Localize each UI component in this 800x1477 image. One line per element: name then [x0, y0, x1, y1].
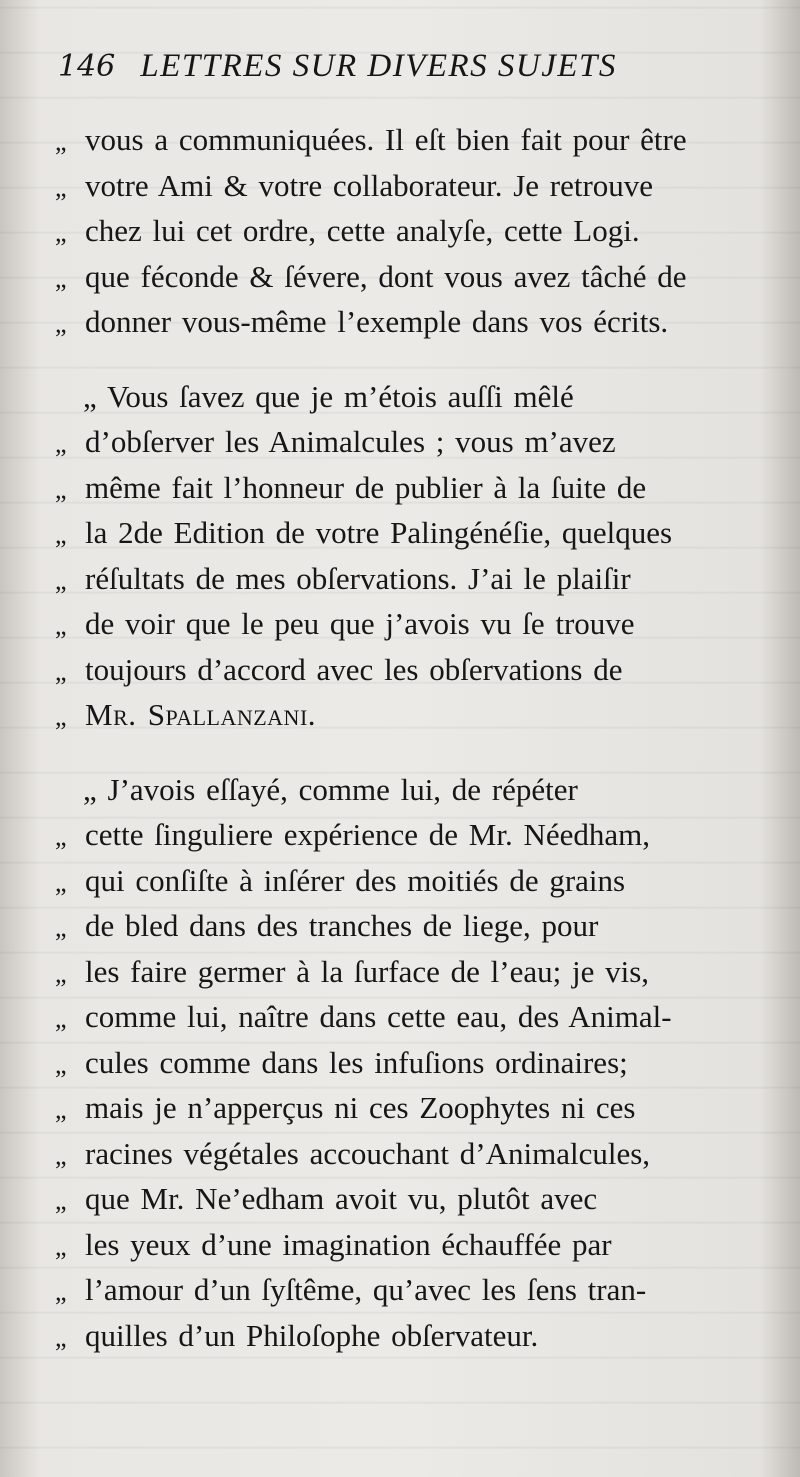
quote-mark: „ [55, 172, 66, 202]
line-text: comme lui, naître dans cette eau, des Animal- [85, 999, 672, 1034]
text-line [55, 1040, 767, 1086]
quote-mark: „ [55, 822, 66, 851]
text-line [55, 208, 767, 254]
text-line [55, 556, 767, 602]
quote-mark: „ [55, 867, 66, 897]
line-text: chez lui cet ordre, cette analyſe, cette Logi. [85, 213, 640, 248]
text-line [55, 419, 767, 465]
line-text: vous a communiquées. Il eſt bien fait pour être [85, 122, 687, 157]
text-line [55, 812, 767, 858]
quote-mark: „ [55, 656, 66, 686]
line-text: „ Vous ſavez que je m’étois auſſi mêlé [83, 378, 574, 414]
line-text: d’obſerver les Animalcules ; vous m’avez [85, 424, 616, 459]
line-text: Mr. Spallanzani. [85, 697, 317, 732]
quote-mark: „ [55, 913, 66, 942]
text-line [55, 117, 767, 163]
line-text: de bled dans des tranches de liege, pour [85, 908, 599, 943]
text-line [55, 510, 767, 556]
quote-mark: „ [55, 1004, 66, 1033]
paragraph-spacer [55, 738, 767, 767]
quote-mark: „ [55, 520, 66, 549]
line-text: les faire germer à la ſurface de l’eau; je vis, [85, 953, 650, 989]
line-text: les yeux d’une imagination échauffée par [85, 1226, 612, 1262]
line-text: votre Ami & votre collaborateur. Je retrouve [85, 167, 654, 203]
page-header [58, 48, 758, 88]
line-text: que féconde & ſévere, dont vous avez tâché de [85, 258, 687, 294]
line-text: „ J’avois eſſayé, comme lui, de répéter [83, 771, 578, 807]
line-text: donner vous-même l’exemple dans vos écrits. [85, 304, 669, 339]
quote-mark: „ [55, 218, 66, 247]
line-text: quilles d’un Philoſophe obſervateur. [85, 1317, 539, 1353]
quote-mark: „ [55, 611, 66, 640]
text-line [55, 299, 767, 345]
quote-mark: „ [55, 1095, 66, 1124]
text-line [55, 163, 767, 209]
text-line [55, 1222, 767, 1268]
body-text [55, 117, 767, 1358]
quote-mark: „ [55, 958, 66, 988]
text-line [55, 949, 767, 995]
quote-mark: „ [55, 127, 66, 156]
text-line [55, 465, 767, 511]
line-text: toujours d’accord avec les obſervations de [85, 651, 623, 687]
line-text: que Mr. Ne’edham avoit vu, plutôt avec [85, 1181, 598, 1216]
text-line [55, 858, 767, 904]
text-line [55, 1131, 767, 1177]
quote-mark: „ [55, 1322, 66, 1352]
line-text: la 2de Edition de votre Palingénéſie, quelques [85, 515, 673, 550]
text-line [55, 1267, 767, 1313]
text-line [55, 254, 767, 300]
text-line [55, 1085, 767, 1131]
text-line [55, 1176, 767, 1222]
line-text: cette ſinguliere expérience de Mr. Néedham, [85, 817, 650, 852]
paragraph-1 [55, 117, 767, 345]
text-line [55, 994, 767, 1040]
page-number: 146 [58, 49, 116, 84]
quote-mark: „ [55, 1277, 66, 1306]
line-text: qui conſiſte à inſérer des moitiés de grains [85, 862, 626, 898]
paragraph-spacer [55, 345, 767, 374]
text-line [55, 601, 767, 647]
line-text: même fait l’honneur de publier à la ſuite de [85, 469, 647, 505]
line-text: l’amour d’un ſyſtême, qu’avec les ſens tran- [85, 1272, 647, 1307]
text-line [55, 647, 767, 693]
quote-mark: „ [55, 474, 66, 504]
text-line [55, 903, 767, 949]
text-line [55, 767, 767, 813]
quote-mark: „ [55, 1186, 66, 1215]
text-line [55, 374, 767, 420]
quote-mark: „ [55, 565, 66, 595]
quote-mark: „ [55, 1049, 66, 1079]
quote-mark: „ [55, 263, 66, 293]
text-line [55, 1313, 767, 1359]
quote-mark: „ [55, 702, 66, 731]
quote-mark: „ [55, 1231, 66, 1261]
text-line [55, 692, 767, 738]
line-text: de voir que le peu que j’avois vu ſe trouve [85, 606, 635, 641]
paragraph-2 [55, 374, 767, 738]
quote-mark: „ [55, 309, 66, 338]
paragraph-3 [55, 767, 767, 1359]
line-text: racines végétales accouchant d’Animalcules, [85, 1135, 651, 1171]
quote-mark: „ [55, 429, 66, 458]
quote-mark: „ [55, 1140, 66, 1170]
line-text: réſultats de mes obſervations. J’ai le plaiſir [85, 560, 631, 596]
running-title: LETTRES SUR DIVERS SUJETS [140, 48, 617, 84]
line-text: mais je n’apperçus ni ces Zoophytes ni ces [85, 1090, 636, 1125]
line-text: cules comme dans les infuſions ordinaires; [85, 1044, 628, 1080]
